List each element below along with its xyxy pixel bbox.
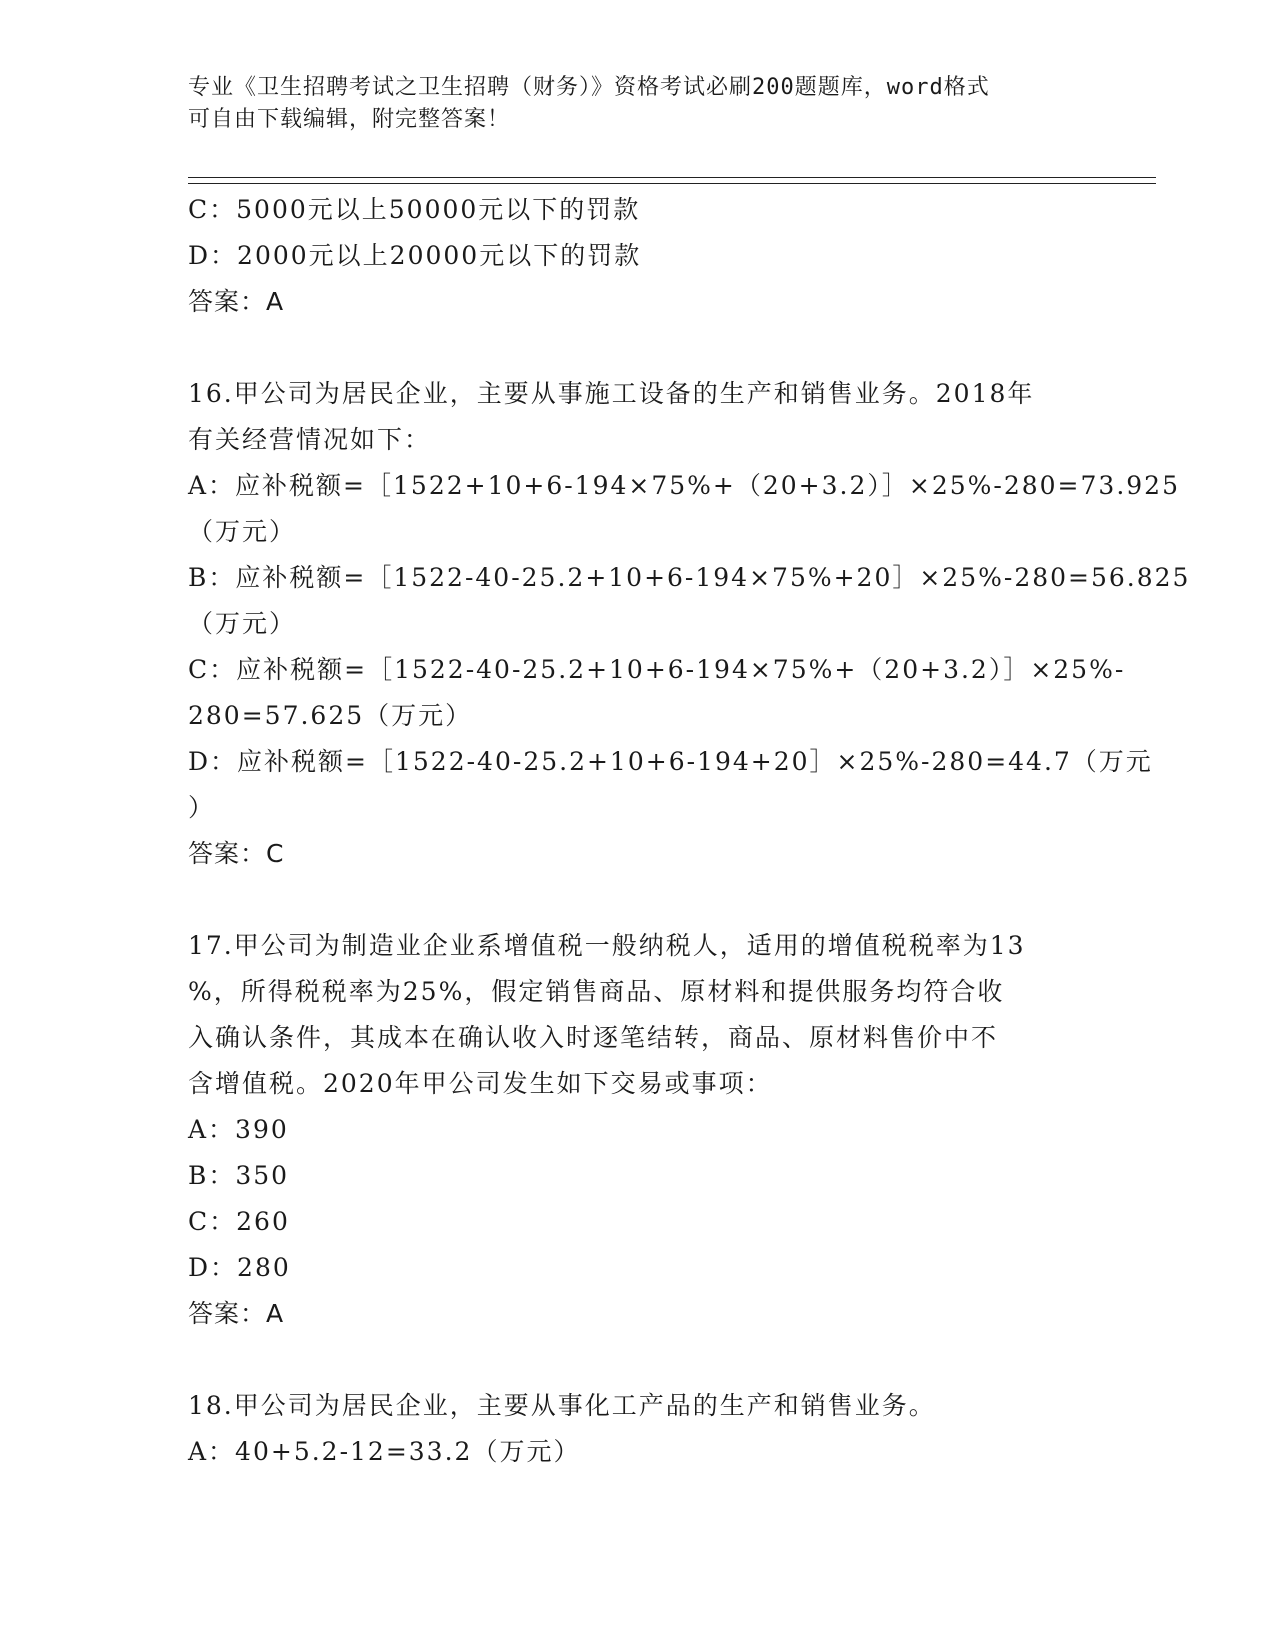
q16-option-c-line-2: 280=57.625（万元）	[188, 701, 473, 730]
q15-answer: 答案：A	[188, 287, 285, 316]
header-line-2: 可自由下载编辑，附完整答案！	[188, 107, 511, 132]
page-header	[188, 72, 1088, 136]
q17-stem-line-4: 含增值税。2020年甲公司发生如下交易或事项：	[188, 1069, 773, 1098]
q16-option-a-line-1: A：应补税额=［1522+10+6-194×75%+（20+3.2）］×25%-280=73.925	[188, 471, 1180, 500]
q18-option-a: A：40+5.2-12=33.2（万元）	[188, 1437, 581, 1466]
q16-option-d-line-2: ）	[188, 793, 216, 822]
question-16	[188, 371, 1191, 877]
q16-option-c-line-1: C：应补税额=［1522-40-25.2+10+6-194×75%+（20+3.2）］×25%-	[188, 655, 1126, 684]
q17-option-b: B：350	[188, 1161, 290, 1190]
question-content	[188, 187, 1191, 1475]
q17-stem-line-1: 17.甲公司为制造业企业系增值税一般纳税人，适用的增值税税率为13	[188, 931, 1026, 960]
q17-stem-line-3: 入确认条件，其成本在确认收入时逐笔结转，商品、原材料售价中不	[188, 1023, 999, 1052]
q16-option-b-line-1: B：应补税额=［1522-40-25.2+10+6-194×75%+20］×25%-280=56.825	[188, 563, 1191, 592]
question-18	[188, 1383, 1088, 1475]
q16-stem-line-1: 16.甲公司为居民企业，主要从事施工设备的生产和销售业务。2018年	[188, 379, 1035, 408]
header-divider-top	[188, 177, 1156, 178]
q18-stem-line-1: 18.甲公司为居民企业，主要从事化工产品的生产和销售业务。	[188, 1391, 936, 1420]
q17-option-a: A：390	[188, 1115, 289, 1144]
header-divider-bottom	[188, 183, 1156, 184]
q17-option-d: D：280	[188, 1253, 291, 1282]
q16-stem-line-2: 有关经营情况如下：	[188, 425, 432, 454]
q17-option-c: C：260	[188, 1207, 290, 1236]
header-line-1: 专业《卫生招聘考试之卫生招聘（财务）》资格考试必刷200题题库，word格式	[188, 75, 990, 100]
q16-option-a-line-2: （万元）	[188, 517, 297, 546]
question-15	[188, 187, 1088, 325]
q17-answer: 答案：A	[188, 1299, 285, 1328]
q15-option-d: D：2000元以上20000元以下的罚款	[188, 241, 642, 270]
q16-option-d-line-1: D：应补税额=［1522-40-25.2+10+6-194+20］×25%-280=44.7（万元	[188, 747, 1153, 776]
q16-option-b-line-2: （万元）	[188, 609, 297, 638]
q17-stem-line-2: %，所得税税率为25%，假定销售商品、原材料和提供服务均符合收	[188, 977, 1005, 1006]
q15-option-c: C：5000元以上50000元以下的罚款	[188, 195, 641, 224]
q16-answer: 答案：C	[188, 839, 285, 868]
question-17	[188, 923, 1088, 1337]
